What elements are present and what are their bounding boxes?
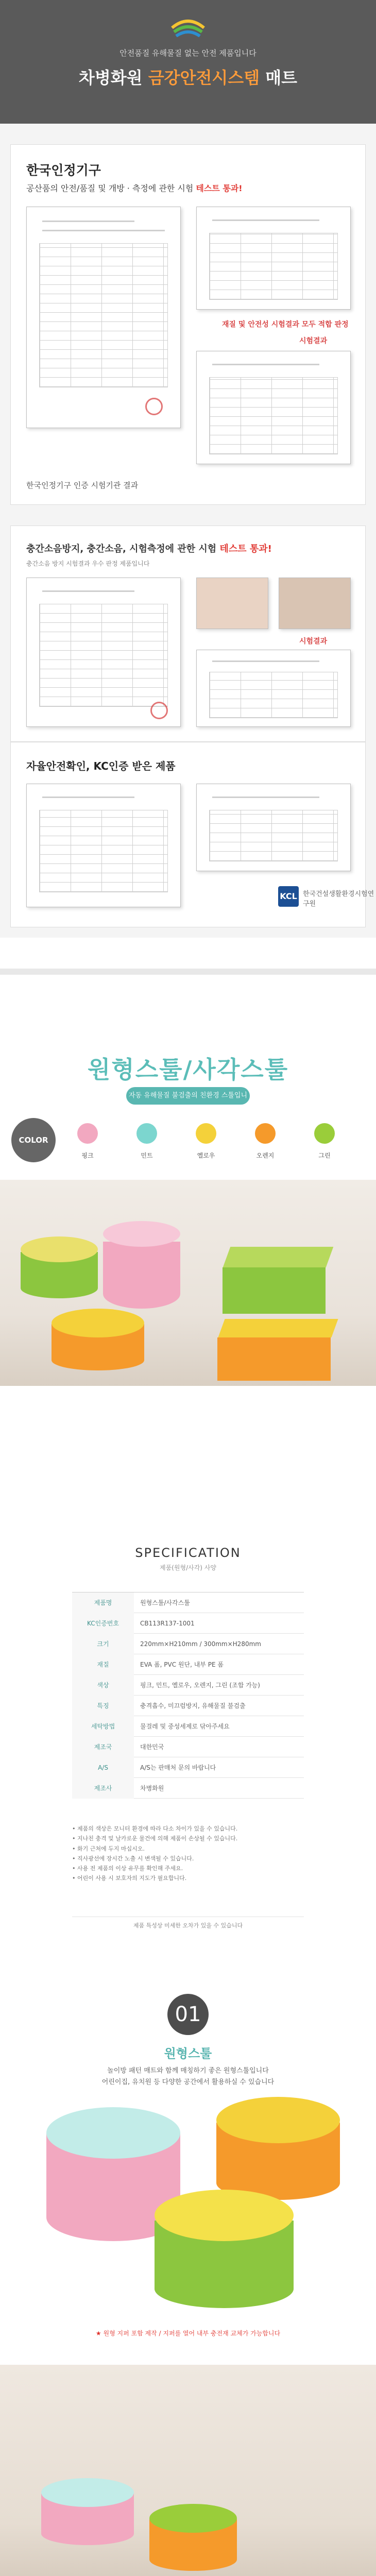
spec-row — [72, 1613, 304, 1634]
header-title-highlight: 금강안전시스템 — [148, 68, 260, 88]
spec-footnote: 제품 특성상 미세한 오차가 있을 수 있습니다 — [72, 1917, 304, 1929]
swatch-label: 옐로우 — [197, 1152, 215, 1159]
spec-value: 차병화원 — [140, 1785, 164, 1792]
cert2-title-text: 충간소음방지, 충간소음, 시험측정에 관한 시험 — [26, 544, 217, 554]
spec-row — [72, 1778, 304, 1799]
hero-cube-orange — [221, 1319, 335, 1381]
spec-table — [72, 1592, 304, 1799]
spec-note: • 직사광선에 장시간 노출 시 변색될 수 있습니다. — [72, 1855, 194, 1862]
certificate-document-4 — [26, 578, 181, 727]
hero-stool-pink — [103, 1221, 180, 1309]
round-stool-scene — [0, 2365, 376, 2576]
header-title-prefix: 차병화원 — [78, 68, 143, 88]
spec-value: 220mm×H210mm / 300mm×H280mm — [140, 1640, 261, 1648]
spec-note: • 제품의 색상은 모니터 환경에 따라 다소 차이가 있을 수 있습니다. — [72, 1825, 238, 1832]
swatch-pink — [77, 1123, 98, 1144]
certificate-document-7 — [196, 784, 351, 871]
cert1-desc-highlight: 테스트 통과! — [196, 183, 243, 193]
scene-stool-pink — [41, 2478, 134, 2545]
hero-photo — [0, 1180, 376, 1386]
hero-section — [0, 1051, 376, 1391]
cert1-callout-2: 시험결과 — [299, 337, 328, 345]
spec-key: 세탁방법 — [72, 1716, 134, 1737]
hero-tagline: 자동 유해물질 불검출의 친환경 스툴입니다 — [126, 1087, 250, 1105]
spec-value: 대한민국 — [140, 1743, 164, 1751]
spec-value: 원형스툴/사각스툴 — [140, 1599, 190, 1606]
scene-stool-orange — [149, 2504, 237, 2571]
certificate-document-6 — [26, 784, 181, 907]
spec-key: 크기 — [72, 1634, 134, 1654]
spec-title: SPECIFICATION — [135, 1546, 241, 1560]
cert2-title — [26, 541, 272, 555]
brand-logo-icon — [169, 12, 207, 37]
cert1-title: 한국인정기구 — [26, 163, 101, 178]
spec-row — [72, 1696, 304, 1716]
section-01-number: 01 — [167, 1994, 209, 2035]
cert2-callout: 시험결과 — [299, 637, 328, 646]
header-subtitle: 안전품질 유해물질 없는 안전 제품입니다 — [119, 48, 257, 58]
hero-title: 원형스툴/사각스툴 — [87, 1056, 289, 1083]
spec-key: KC인증번호 — [72, 1613, 134, 1634]
spec-note: • 사용 전 제품의 이상 유무를 확인해 주세요. — [72, 1865, 183, 1872]
cert3-title: 자율안전확인, KC인증 받은 제품 — [26, 760, 176, 772]
spec-key: 특징 — [72, 1696, 134, 1716]
section-01-label: 원형스툴 — [164, 2046, 212, 2061]
spec-value: 충격흡수, 미끄럼방지, 유해물질 불검출 — [140, 1702, 246, 1709]
spec-row — [72, 1654, 304, 1675]
spec-row — [72, 1757, 304, 1778]
certificate-box-noise — [10, 526, 366, 742]
hero-cube-green — [227, 1247, 330, 1314]
spec-row — [72, 1675, 304, 1696]
spec-row — [72, 1634, 304, 1654]
spec-note: • 화기 근처에 두지 마십시오. — [72, 1845, 145, 1852]
spec-row — [72, 1592, 304, 1613]
header-title-suffix: 매트 — [265, 68, 298, 88]
swatch-label: 오렌지 — [256, 1152, 275, 1159]
kcl-org-name: 한국건설생활환경시험연구원 — [303, 890, 374, 908]
certificate-document-1 — [26, 207, 181, 428]
cert1-desc — [26, 182, 243, 194]
spec-note: • 어린이 사용 시 보호자의 지도가 필요합니다. — [72, 1875, 187, 1882]
cert1-desc-text: 공산품의 안전/품질 및 개방 · 측정에 관한 시험 — [26, 183, 194, 193]
hero-stool-orange — [52, 1309, 144, 1370]
spec-row — [72, 1716, 304, 1737]
spec-key: A/S — [72, 1757, 134, 1778]
certificate-document-2 — [196, 207, 351, 310]
section-divider — [0, 969, 376, 975]
spec-value: EVA 폼, PVC 원단, 내부 PE 폼 — [140, 1661, 224, 1668]
spec-notes — [72, 1824, 304, 1884]
section-01-desc-2: 어린이집, 유치원 등 다양한 공간에서 활용하실 수 있습니다 — [101, 2078, 275, 2086]
spec-value: 핑크, 민트, 옐로우, 오렌지, 그린 (조합 가능) — [140, 1682, 260, 1689]
swatch-orange — [255, 1123, 276, 1144]
swatch-label: 그린 — [318, 1152, 331, 1159]
swatch-label: 민트 — [141, 1152, 153, 1159]
certificate-document-5 — [196, 650, 351, 727]
spec-value: CB113R137-1001 — [140, 1620, 195, 1627]
swatch-label: 핑크 — [81, 1152, 94, 1159]
spec-key: 제품명 — [72, 1592, 134, 1613]
test-photo-1 — [196, 578, 268, 629]
spec-key: 제조사 — [72, 1778, 134, 1799]
spec-row — [72, 1737, 304, 1757]
spec-value: 물걸레 및 중성세제로 닦아주세요 — [140, 1723, 230, 1730]
certificate-box-kolas — [10, 144, 366, 505]
swatch-green — [314, 1123, 335, 1144]
color-badge: COLOR — [11, 1118, 56, 1162]
header-title — [0, 65, 376, 89]
kcl-logo-icon: KCL — [278, 886, 299, 907]
spec-key: 색상 — [72, 1675, 134, 1696]
spec-key: 제조국 — [72, 1737, 134, 1757]
test-photo-2 — [279, 578, 351, 629]
spec-value: A/S는 판매처 문의 바랍니다 — [140, 1764, 216, 1771]
spec-note: • 지나친 충격 및 날카로운 물건에 의해 제품이 손상될 수 있습니다. — [72, 1835, 238, 1842]
certificate-header — [0, 0, 376, 124]
cert2-subnote: 충간소음 방지 시험결과 우수 판정 제품입니다 — [26, 560, 150, 567]
swatch-yellow — [196, 1123, 216, 1144]
round-stool-green — [155, 2190, 294, 2308]
swatch-mint — [136, 1123, 157, 1144]
certificate-section — [0, 0, 376, 938]
spec-subtitle: 제품(원형/사각) 사양 — [160, 1564, 216, 1571]
cert1-note: 한국인정기구 인증 시험기관 결과 — [26, 481, 139, 490]
certificate-document-3 — [196, 351, 351, 464]
section-01-desc-1: 놀이방 패턴 매트와 함께 매칭하기 좋은 원형스툴입니다 — [107, 2067, 269, 2075]
section-01-notice: ★ 원형 지퍼 포함 제작 / 지퍼를 열어 내부 충전재 교체가 가능합니다 — [95, 2330, 281, 2337]
cert1-callout: 재질 및 안전성 시험결과 모두 적합 판정 — [222, 320, 349, 329]
round-stool-orange — [216, 2097, 340, 2200]
cert2-title-highlight: 테스트 통과! — [219, 544, 272, 554]
hero-stool-green — [21, 1236, 98, 1298]
spec-key: 재질 — [72, 1654, 134, 1675]
